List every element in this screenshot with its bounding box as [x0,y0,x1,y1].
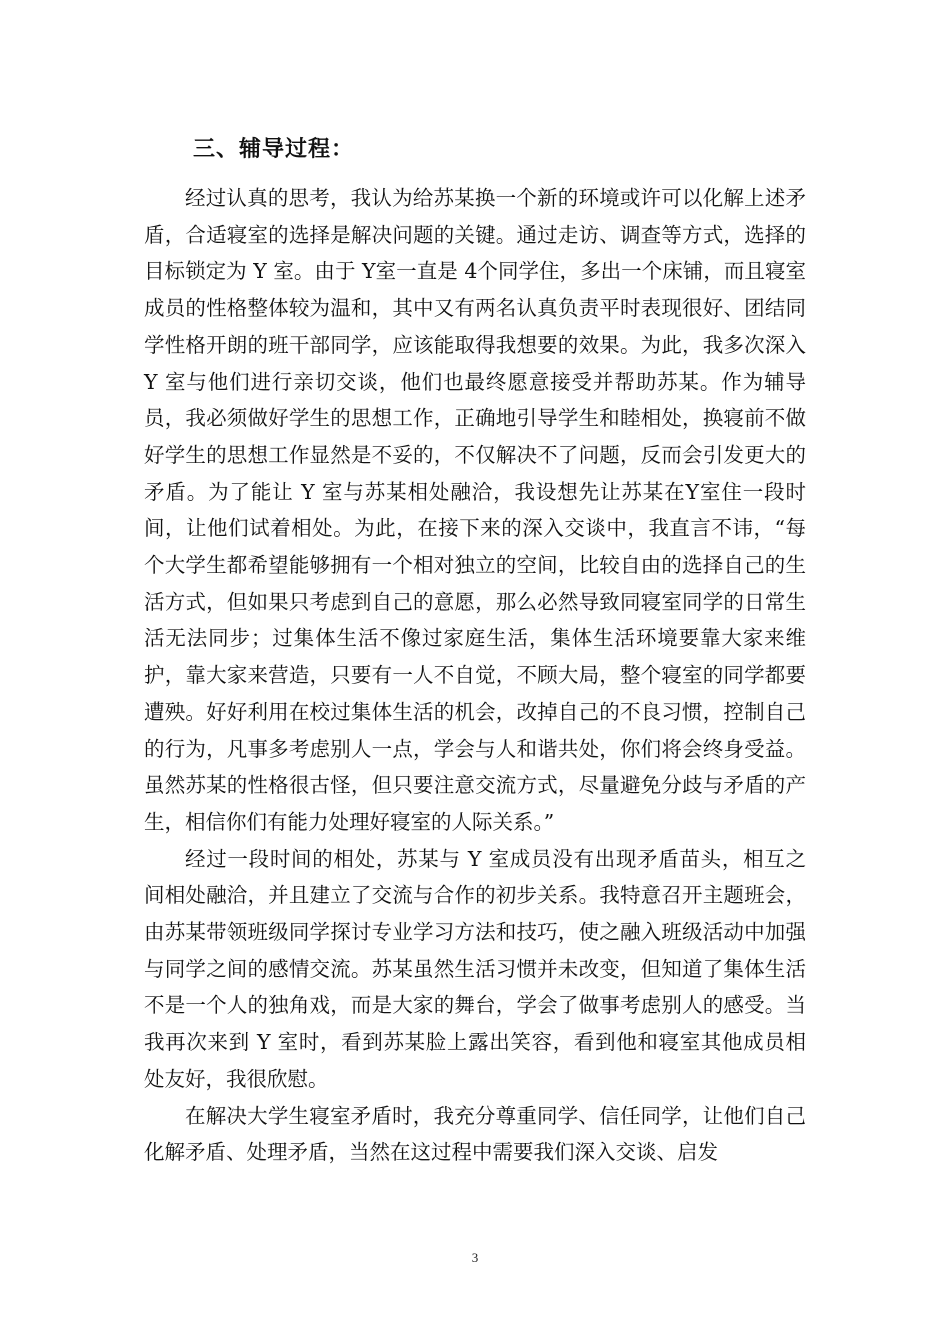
section-heading: 三、辅导过程： [193,137,355,162]
paragraph-3: 在解决大学生寝室矛盾时，我充分尊重同学、信任同学，让他们自己化解矛盾、处理矛盾，当然在这过程中需要我们深入交谈、启发 [144,1103,806,1165]
paragraph-2: 经过一段时间的相处，苏某与 Y 室成员没有出现矛盾苗头，相互之间相处融洽，并且建立了交流与合作的初步关系。我特意召开主题班会，由苏某带领班级同学探讨专业学习方法和技巧，使之融入班级活动中加强与同学之间的感情交流。苏某虽然生活习惯并未改变，但知道了集体生活不是一个人的独角戏，而是大家的舞台，学会了做事考虑别人的感受。当我再次来到 Y 室时，看到苏某脸上露出笑容，看到他和寝室其他成员相处友好，我很欣慰。 [144,846,806,1091]
paragraph-1: 经过认真的思考，我认为给苏某换一个新的环境或许可以化解上述矛盾，合适寝室的选择是解决问题的关键。通过走访、调查等方式，选择的目标锁定为 Y 室。由于 Y室一直是 4个同学住，多出一个床铺，而且寝室成员的性格整体较为温和，其中又有两名认真负责平时表现很好、团结同学性格开朗的班干部同学，应该能取得我想要的效果。为此，我多次深入 Y 室与他们进行亲切交谈，他们也最终愿意接受并帮助苏某。作为辅导员，我必须做好学生的思想工作，正确地引导学生和睦相处，换寝前不做好学生的思想工作显然是不妥的，不仅解决不了问题，反而会引发更大的矛盾。为了能让 Y 室与苏某相处融洽，我设想先让苏某在Y室住一段时间，让他们试着相处。为此，在接下来的深入交谈中，我直言不讳，“每个大学生都希望能够拥有一个相对独立的空间，比较自由的选择自己的生活方式，但如果只考虑到自己的意愿，那么必然导致同寝室同学的日常生活无法同步；过集体生活不像过家庭生活，集体生活环境要靠大家来维护，靠大家来营造，只要有一人不自觉，不顾大局，整个寝室的同学都要遭殃。好好利用在校过集体生活的机会，改掉自己的不良习惯，控制自己的行为，凡事多考虑别人一点，学会与人和谐共处，你们将会终身受益。虽然苏某的性格很古怪，但只要注意交流方式，尽量避免分歧与矛盾的产生，相信你们有能力处理好寝室的人际关系。” [144,186,806,834]
body-text [144,180,806,1171]
page-number: 3 [471,1250,479,1265]
